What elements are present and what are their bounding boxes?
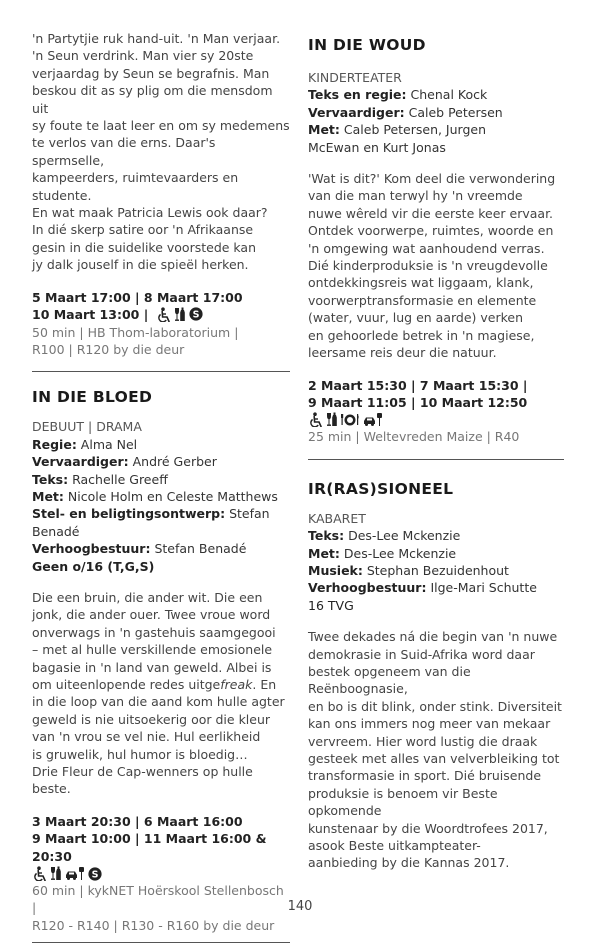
credit-row [32,540,290,557]
show-category: DEBUUT | DRAMA [32,419,142,435]
credit-label: Stel- en beligtingsontwerp: [32,506,226,522]
credit-value: Chenal Kock [410,87,488,103]
left-column [32,30,290,943]
desc-line: aanbieding by die Kannas 2017. [308,855,510,871]
credit-label: Teks: [308,528,345,544]
intro-line: 'n Partytjie ruk hand-uit. 'n Man verjaar. [32,31,281,46]
credits [308,86,564,156]
page-number: 140 [287,899,313,914]
show-category: KABARET [308,510,366,526]
desc-italic: freak [220,677,253,692]
desc-line: gesteek met alles van velverbleiking tot [308,751,560,766]
desc-line: vervreem. Hier word lustig die draak [308,733,538,749]
wheelchair-icon [32,866,46,881]
credit-value: Nicole Holm en Celeste Matthews [67,488,278,504]
credit-row [308,527,564,544]
facility-icons [308,411,564,428]
intro-line: gesin in die suidelike voorstede kan [32,239,257,255]
desc-line: ontdekkingsreis wat liggaam, klank, [308,275,534,291]
desc-line: demokrasie in Suid-Afrika word daar [308,646,535,662]
desc-line: van die man terwyl hy 'n vreemde [308,188,523,204]
credit-label: Musiek: [308,562,363,578]
show-price: R100 | R120 by die deur [32,341,185,357]
show-dates-text: 10 Maart 13:00 | [32,307,149,323]
desc-line [32,676,290,693]
desc-line: onverwags in 'n gastehuis saamgegooi [32,624,276,640]
credit-row [308,86,564,103]
s-discount-icon [88,867,102,881]
show-dates-line2 [32,306,290,323]
show-info: 60 min | kykNET Hoërskool Stellenbosch | [32,883,284,916]
desc-text: . En [252,677,277,692]
credit-label: Met: [308,545,340,561]
show-dates: 9 Maart 10:00 | 11 Maart 16:00 & 20:30 [32,831,267,864]
credit-value: Rachelle Greeff [72,471,168,487]
desc-line: bestek opgeneem van die Reënboognasie, [308,663,471,697]
wine-icon [325,412,338,427]
intro-line: jy dalk jouself in die spieël herken. [32,257,249,273]
credit-value: Des-Lee Mckenzie [348,528,461,544]
credit-value: Stefan Benadé [32,506,270,539]
credit-label: Vervaardiger: [32,454,129,470]
intro-line: En wat maak Patricia Lewis ook daar? [32,205,268,221]
credit-row [308,579,564,596]
credit-value: Stephan Bezuidenhout [366,562,509,578]
credit-label: Regie: [32,436,77,452]
show-dates: 5 Maart 17:00 | 8 Maart 17:00 [32,289,243,305]
credit-label: Met: [32,488,64,504]
show-dates: 2 Maart 15:30 | 7 Maart 15:30 | [308,377,528,393]
desc-line: (water, vuur, lug en aarde) verken [308,310,524,326]
credit-label: Met: [308,122,340,138]
credit-row [32,505,290,540]
desc-line: en bo is dit blink, onder stink. Diversiteit [308,698,562,714]
desc-line: Dié kinderproduksie is 'n vreugdevolle [308,258,548,274]
desc-line: asook Beste uitkampteater- [308,838,481,854]
credit-row [308,104,564,121]
intro-line: kampeerders, ruimtevaarders en studente. [32,170,239,203]
desc-line: van 'n vrou se vel nie. Hul eerlikheid [32,729,261,745]
desc-line: produksie is benoem vir Beste opkomende [308,785,498,819]
credit-row [32,471,290,488]
credit-value: Caleb Petersen [408,104,503,120]
desc-line: en gehoorlede betrek in 'n magiese, [308,327,535,343]
desc-line: Twee dekades ná die begin van 'n nuwe [308,629,558,645]
age-rating: 16 TVG [308,597,354,613]
intro-line: beskou dit as sy plig om die mensdom uit [32,83,273,116]
credit-row [308,562,564,579]
show-title: IR(RAS)SIONEEL [308,479,454,498]
show-title: IN DIE BLOED [32,388,153,407]
desc-line: kunstenaar by die Woordtrofees 2017, [308,820,548,836]
desc-line: Drie Fleur de Cap-wenners op hulle beste. [32,764,253,797]
intro-line: 'n Seun verdrink. Man vier sy 20ste [32,48,254,64]
right-column [308,30,564,872]
credit-value: Stefan Benadé [154,541,247,557]
show-description [308,628,564,872]
show-title: IN DIE WOUD [308,36,426,54]
credit-value: Des-Lee Mckenzie [343,545,457,561]
desc-line: bagasie in 'n land van geweld. Albei is [32,659,272,675]
desc-text: om uiteenlopende redes uitge [32,677,221,692]
credit-label: Verhoogbestuur: [308,580,427,596]
credit-label: Teks: [32,471,69,487]
desc-line: Ontdek voorwerpe, ruimtes, woorde en [308,223,554,239]
show-dates: 3 Maart 20:30 | 6 Maart 16:00 [32,813,243,829]
credit-value: Ilge-Mari Schutte [430,580,537,596]
desc-line: nuwe wêreld vir die eerste keer ervaar. [308,205,554,221]
credit-row [308,121,564,138]
desc-line: 'n omgewing wat aanhoudend verras. [308,240,545,256]
credit-value: André Gerber [132,454,217,470]
desc-line: in die loop van die aand kom hulle agter [32,694,285,710]
credit-row: McEwan en Kurt Jonas [308,139,446,155]
desc-line: 'Wat is dit?' Kom deel die verwondering [308,171,556,187]
desc-line: leersame reis deur die natuur. [308,345,497,361]
desc-line: – met al hulle verskillende emosionele [32,642,273,658]
intro-line: verjaardag by Seun se begrafnis. Man [32,65,270,81]
desc-line: transformasie in sport. Dié bruisende [308,768,542,784]
credit-value: Alma Nel [80,436,138,452]
credit-row [32,436,290,453]
show-info: 50 min | HB Thom-laboratorium | [32,324,239,340]
credit-label: Teks en regie: [308,87,407,103]
credit-label: Verhoogbestuur: [32,541,151,557]
desc-line: jonk, die ander ouer. Twee vroue word [32,607,271,623]
desc-line: Die een bruin, die ander wit. Die een [32,589,263,605]
age-rating: Geen o/16 (T,G,S) [32,558,155,574]
desc-line: geweld is nie uitsoekerig oor die kleur [32,711,271,727]
credit-row [308,545,564,562]
wheelchair-icon [156,307,170,322]
s-discount-icon [189,307,203,321]
intro-line: In dié skerp satire oor 'n Afrikaanse [32,222,254,238]
food-icon [341,412,360,427]
show-description [32,589,290,798]
credit-row [32,453,290,470]
wheelchair-icon [308,412,322,427]
facility-icons [32,865,290,882]
wine-icon [173,307,186,322]
wine-icon [49,866,62,881]
desc-line: kan ons immers nog meer van mekaar [308,716,551,732]
credit-value: Caleb Petersen, Jurgen [343,122,487,138]
show-category: KINDERTEATER [308,70,402,85]
intro-line: sy foute te laat leer en om sy medemens [32,118,290,134]
desc-line: voorwerptransformasie en elemente [308,292,537,308]
credits [308,527,564,597]
facility-icons [156,307,203,322]
show-description [308,170,564,361]
car-parking-icon [363,412,383,427]
credits [32,436,290,558]
car-parking-icon [65,866,85,881]
intro-line: te verlos van die erns. Daar's spermselle, [32,135,216,168]
credit-label: Vervaardiger: [308,104,405,120]
show-dates: 9 Maart 11:05 | 10 Maart 12:50 [308,394,528,410]
show-price: R120 - R140 | R130 - R160 by die deur [32,917,275,933]
credit-row [32,488,290,505]
intro-paragraph [32,30,290,274]
show-info: 25 min | Weltevreden Maize | R40 [308,429,520,445]
desc-line: is gruwelik, hul humor is bloedig… [32,746,248,762]
